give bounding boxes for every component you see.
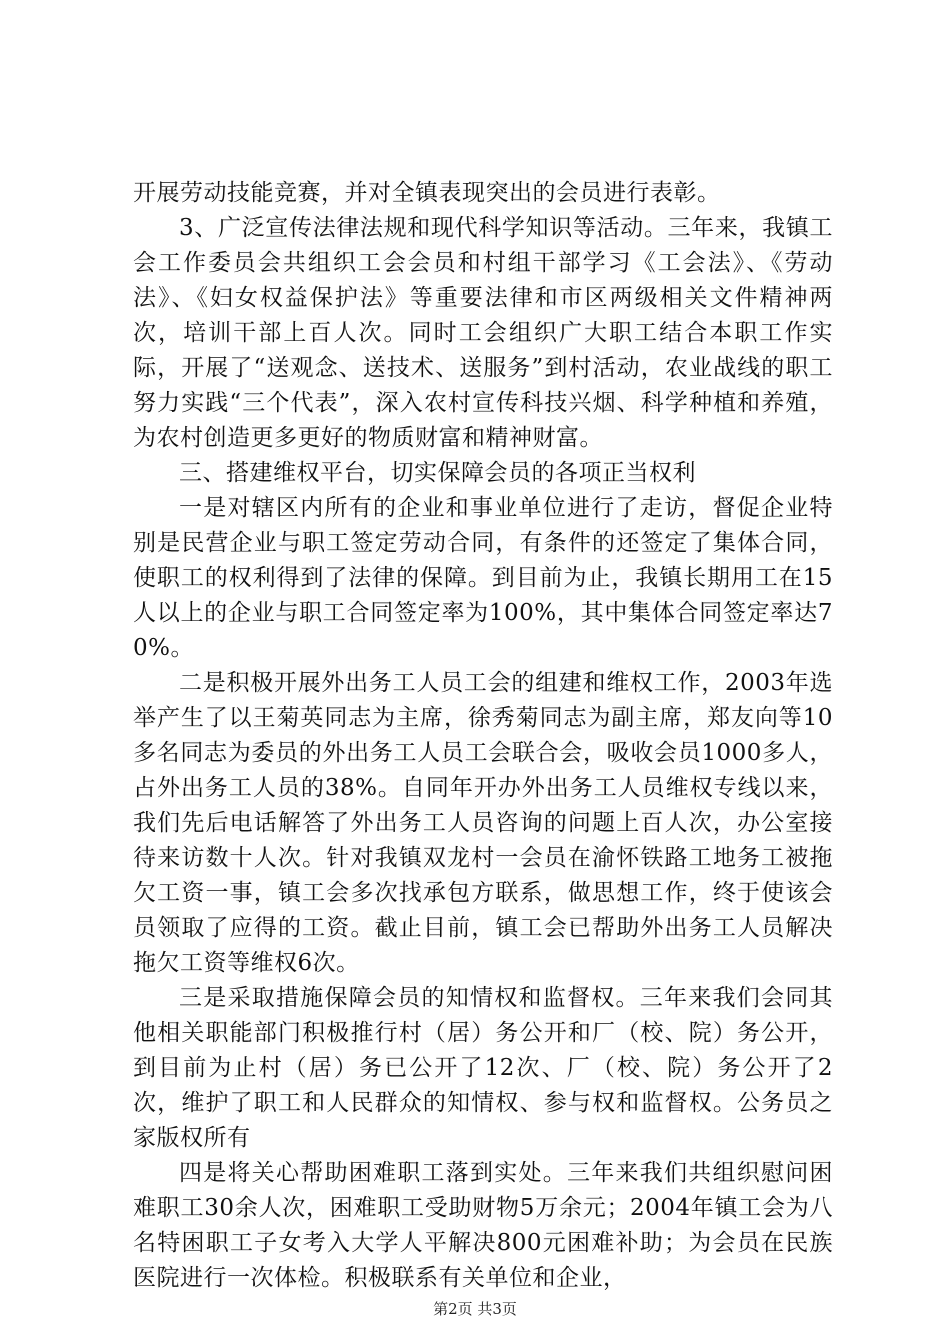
paragraph-migrant-workers: 二是积极开展外出务工人员工会的组建和维权工作，2003年选举产生了以王菊英同志为主席，徐秀菊同志为副主席，郑友向等10多名同志为委员的外出务工人员工会联合会，吸收会员1000多人，占外出务工人员的38%。自同年开办外出务工人员维权专线以来，我们先后电话解答了外出务工人员咨询的问题上百人次，办公室接待来访数十人次。针对我镇双龙村一会员在渝怀铁路工地务工被拖欠工资一事，镇工会多次找承包方联系，做思想工作，终于使该会员领取了应得的工资。截止目前，镇工会已帮助外出务工人员解决拖欠工资等维权6次。 [133,670,833,976]
section-heading-rights-platform: 三、搭建维权平台，切实保障会员的各项正当权利 [179,460,696,486]
paragraph-labor-contracts: 一是对辖区内所有的企业和事业单位进行了走访，督促企业特别是民营企业与职工签定劳动合同，有条件的还签定了集体合同，使职工的权利得到了法律的保障。到目前为止，我镇长期用工在15人以上的企业与职工合同签定率为100%，其中集体合同签定率达70%。 [133,495,833,661]
paragraph-right-to-know: 三是采取措施保障会员的知情权和监督权。三年来我们会同其他相关职能部门积极推行村（居）务公开和厂（校、院）务公开，到目前为止村（居）务已公开了12次、厂（校、院）务公开了2次，维护了职工和人民群众的知情权、参与权和监督权。公务员之家版权所有 [133,985,833,1151]
document-body [133,176,833,1296]
paragraph-help-workers: 四是将关心帮助困难职工落到实处。三年来我们共组织慰问困难职工30余人次，困难职工受助财物5万余元；2004年镇工会为八名特困职工子女考入大学人平解决800元困难补助；为会员在民族医院进行一次体检。积极联系有关单位和企业， [133,1160,833,1291]
paragraph-legal-publicity: 3、广泛宣传法律法规和现代科学知识等活动。三年来，我镇工会工作委员会共组织工会会员和村组干部学习《工会法》、《劳动法》、《妇女权益保护法》等重要法律和市区两级相关文件精神两次，培训干部上百人次。同时工会组织广大职工结合本职工作实际，开展了“送观念、送技术、送服务”到村活动，农业战线的职工努力实践“三个代表”，深入农村宣传科技兴烟、科学种植和养殖，为农村创造更多更好的物质财富和精神财富。 [133,215,833,451]
paragraph-continuation: 开展劳动技能竞赛，并对全镇表现突出的会员进行表彰。 [133,180,721,206]
page-footer: 第2页 共3页 [433,1300,517,1318]
